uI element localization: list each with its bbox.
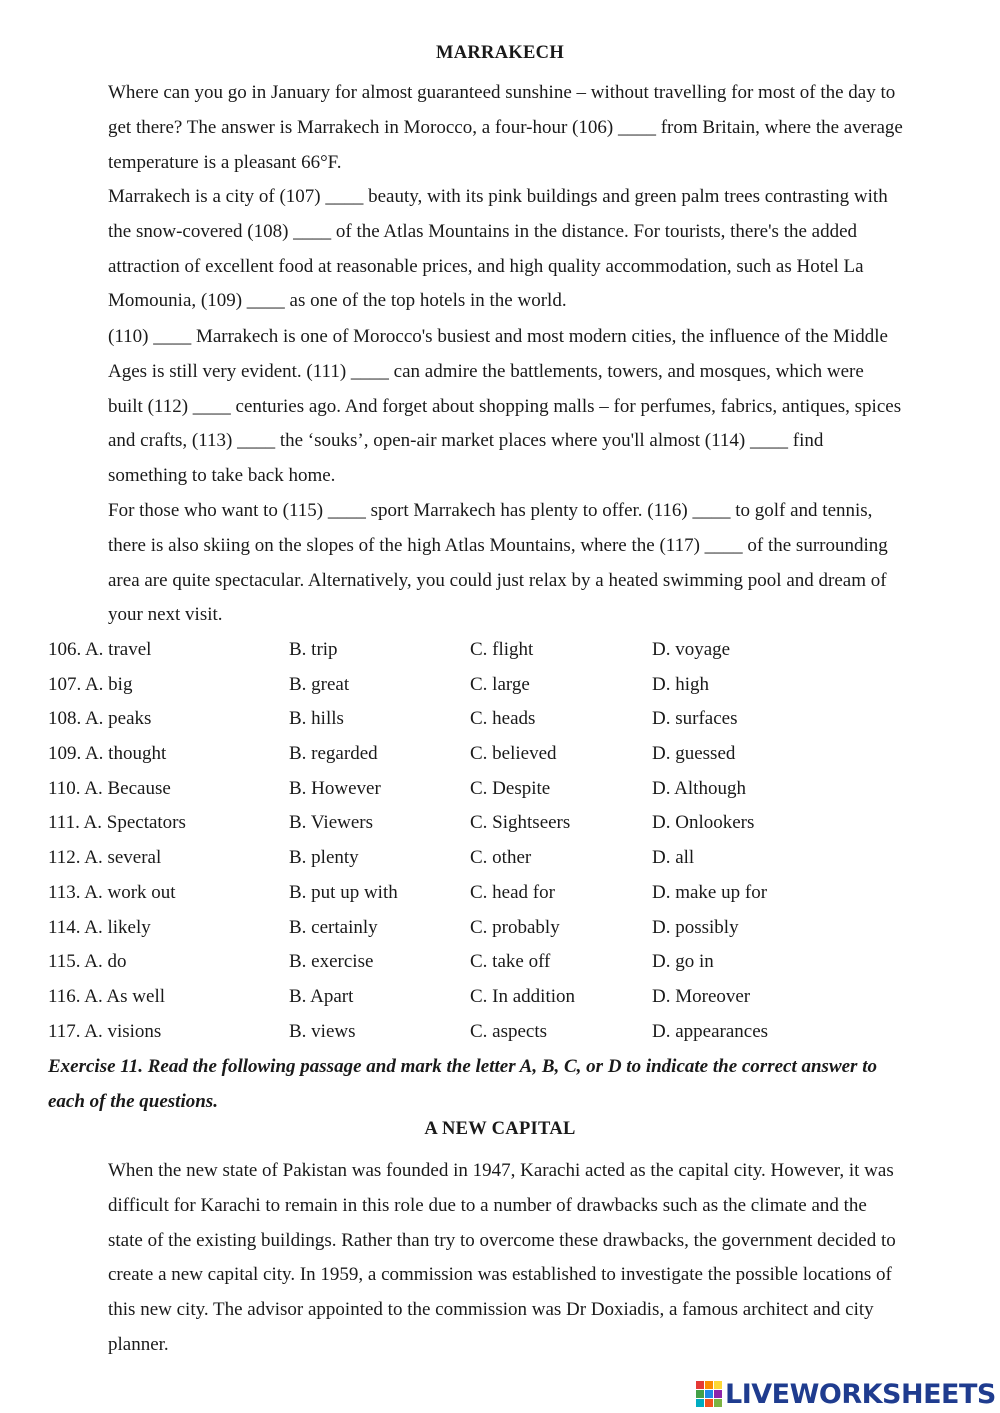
option-d: D. all xyxy=(652,847,695,869)
text-line: create a new capital city. In 1959, a commission was established to investigate the possible locations of xyxy=(108,1264,892,1286)
option-d: D. make up for xyxy=(652,881,768,903)
question-row xyxy=(48,911,948,946)
text-line: area are quite spectacular. Alternatively, you could just relax by a heated swimming pool and dream of xyxy=(108,569,887,591)
option-c: C. probably xyxy=(470,916,560,938)
option-c: C. aspects xyxy=(470,1020,548,1042)
option-b: B. trip xyxy=(289,639,338,660)
option-c: C. believed xyxy=(470,743,557,765)
question-row xyxy=(48,841,948,876)
option-c: C. other xyxy=(470,847,532,869)
text-line: (110) ____ Marrakech is one of Morocco's busiest and most modern cities, the influence of the Middle xyxy=(108,326,888,347)
option-b: B. exercise xyxy=(289,951,374,973)
passage1-title: MARRAKECH xyxy=(435,43,565,63)
text-line: each of the questions. xyxy=(48,1090,218,1112)
option-a: 111. A. Spectators xyxy=(48,812,186,834)
text-line: When the new state of Pakistan was founded in 1947, Karachi acted as the capital city. However, it was xyxy=(108,1160,894,1181)
option-b: B. plenty xyxy=(289,847,359,869)
question-row xyxy=(48,876,948,911)
exercise-instructions xyxy=(48,1050,968,1120)
option-b: B. However xyxy=(289,777,381,799)
text-line: attraction of excellent food at reasonable prices, and high quality accommodation, such as Hotel La xyxy=(108,255,864,277)
logo-tile xyxy=(696,1399,704,1407)
passage2-title: A NEW CAPITAL xyxy=(424,1119,576,1139)
text-line: Ages is still very evident. (111) ____ can admire the battlements, towers, and mosques, which were xyxy=(108,360,864,382)
passage1-paragraph-4 xyxy=(108,494,968,633)
text-line: your next visit. xyxy=(108,604,223,626)
option-d: D. possibly xyxy=(652,916,739,938)
option-a: 117. A. visions xyxy=(48,1020,162,1042)
option-d: D. Although xyxy=(652,777,746,799)
question-row xyxy=(48,633,948,668)
logo-grid-icon xyxy=(696,1381,722,1407)
option-d: D. go in xyxy=(652,951,714,973)
logo-tile xyxy=(714,1390,722,1398)
passage1-paragraph-1 xyxy=(108,76,968,180)
question-row xyxy=(48,980,948,1015)
logo-tile xyxy=(705,1390,713,1398)
text-line: something to take back home. xyxy=(108,465,336,487)
option-c: C. In addition xyxy=(470,985,576,1007)
logo-tile xyxy=(714,1381,722,1389)
option-a: 109. A. thought xyxy=(48,743,167,765)
question-row xyxy=(48,737,948,772)
text-line: difficult for Karachi to remain in this role due to a number of drawbacks such as the climate and the xyxy=(108,1194,867,1216)
text-line: For those who want to (115) ____ sport Marrakech has plenty to offer. (116) ____ to golf and tennis, xyxy=(108,500,873,521)
option-a: 115. A. do xyxy=(48,951,127,973)
text-line: state of the existing buildings. Rather than try to overcome these drawbacks, the government decided to xyxy=(108,1229,896,1251)
text-line: and crafts, (113) ____ the ‘souks’, open-air market places where you'll almost (114) ____ find xyxy=(108,430,824,452)
text-line: temperature is a pleasant 66°F. xyxy=(108,151,342,173)
option-b: B. views xyxy=(289,1020,356,1042)
passage2-paragraph-1 xyxy=(108,1154,968,1363)
option-b: B. Apart xyxy=(289,985,354,1007)
text-line: this new city. The advisor appointed to the commission was Dr Doxiadis, a famous architect and city xyxy=(108,1299,874,1321)
option-b: B. hills xyxy=(289,708,344,730)
option-d: D. surfaces xyxy=(652,708,738,730)
logo-tile xyxy=(714,1399,722,1407)
option-d: D. guessed xyxy=(652,743,736,765)
question-row xyxy=(48,772,948,807)
liveworksheets-logo[interactable] xyxy=(696,1378,996,1410)
option-d: D. voyage xyxy=(652,639,731,660)
option-d: D. appearances xyxy=(652,1020,769,1042)
logo-tile xyxy=(705,1381,713,1389)
option-c: C. Despite xyxy=(470,777,551,799)
text-line: the snow-covered (108) ____ of the Atlas Mountains in the distance. For tourists, there's the added xyxy=(108,220,858,242)
option-a: 116. A. As well xyxy=(48,985,165,1007)
option-c: C. take off xyxy=(470,951,551,973)
option-c: C. large xyxy=(470,673,530,695)
text-line: Marrakech is a city of (107) ____ beauty, with its pink buildings and green palm trees contrasting with xyxy=(108,186,888,207)
answer-options-table xyxy=(48,633,948,1049)
option-d: D. Moreover xyxy=(652,985,751,1007)
logo-tile xyxy=(705,1399,713,1407)
option-c: C. head for xyxy=(470,881,555,903)
question-row xyxy=(48,945,948,980)
option-c: C. heads xyxy=(470,708,536,730)
option-c: C. flight xyxy=(470,639,534,660)
logo-text: LIVEWORKSHEETS xyxy=(725,1378,996,1410)
option-b: B. regarded xyxy=(289,743,378,765)
option-b: B. certainly xyxy=(289,916,378,938)
passage1-paragraph-3 xyxy=(108,320,968,494)
option-c: C. Sightseers xyxy=(470,812,571,834)
option-a: 107. A. big xyxy=(48,673,133,695)
text-line: planner. xyxy=(108,1333,169,1355)
passage1-paragraph-2 xyxy=(108,180,968,319)
option-a: 112. A. several xyxy=(48,847,162,869)
question-row xyxy=(48,806,948,841)
option-d: D. Onlookers xyxy=(652,812,755,834)
text-line: get there? The answer is Marrakech in Morocco, a four-hour (106) ____ from Britain, where the average xyxy=(108,116,903,138)
option-b: B. great xyxy=(289,673,350,695)
option-b: B. put up with xyxy=(289,881,398,903)
option-a: 114. A. likely xyxy=(48,916,151,938)
question-row xyxy=(48,702,948,737)
option-a: 108. A. peaks xyxy=(48,708,152,730)
text-line: built (112) ____ centuries ago. And forget about shopping malls – for perfumes, fabrics, antiques, spices xyxy=(108,395,902,417)
question-row xyxy=(48,668,948,703)
text-line: Exercise 11. Read the following passage and mark the letter A, B, C, or D to indicate the correct answer to xyxy=(48,1056,877,1077)
option-a: 106. A. travel xyxy=(48,639,152,660)
logo-tile xyxy=(696,1381,704,1389)
option-d: D. high xyxy=(652,673,709,695)
text-line: Momounia, (109) ____ as one of the top hotels in the world. xyxy=(108,290,567,312)
option-a: 110. A. Because xyxy=(48,777,171,799)
option-a: 113. A. work out xyxy=(48,881,176,903)
text-line: there is also skiing on the slopes of the high Atlas Mountains, where the (117) ____ of the surrounding xyxy=(108,534,888,556)
text-line: Where can you go in January for almost guaranteed sunshine – without travelling for most of the day to xyxy=(108,82,896,103)
option-b: B. Viewers xyxy=(289,812,373,834)
logo-tile xyxy=(696,1390,704,1398)
question-row xyxy=(48,1015,948,1050)
